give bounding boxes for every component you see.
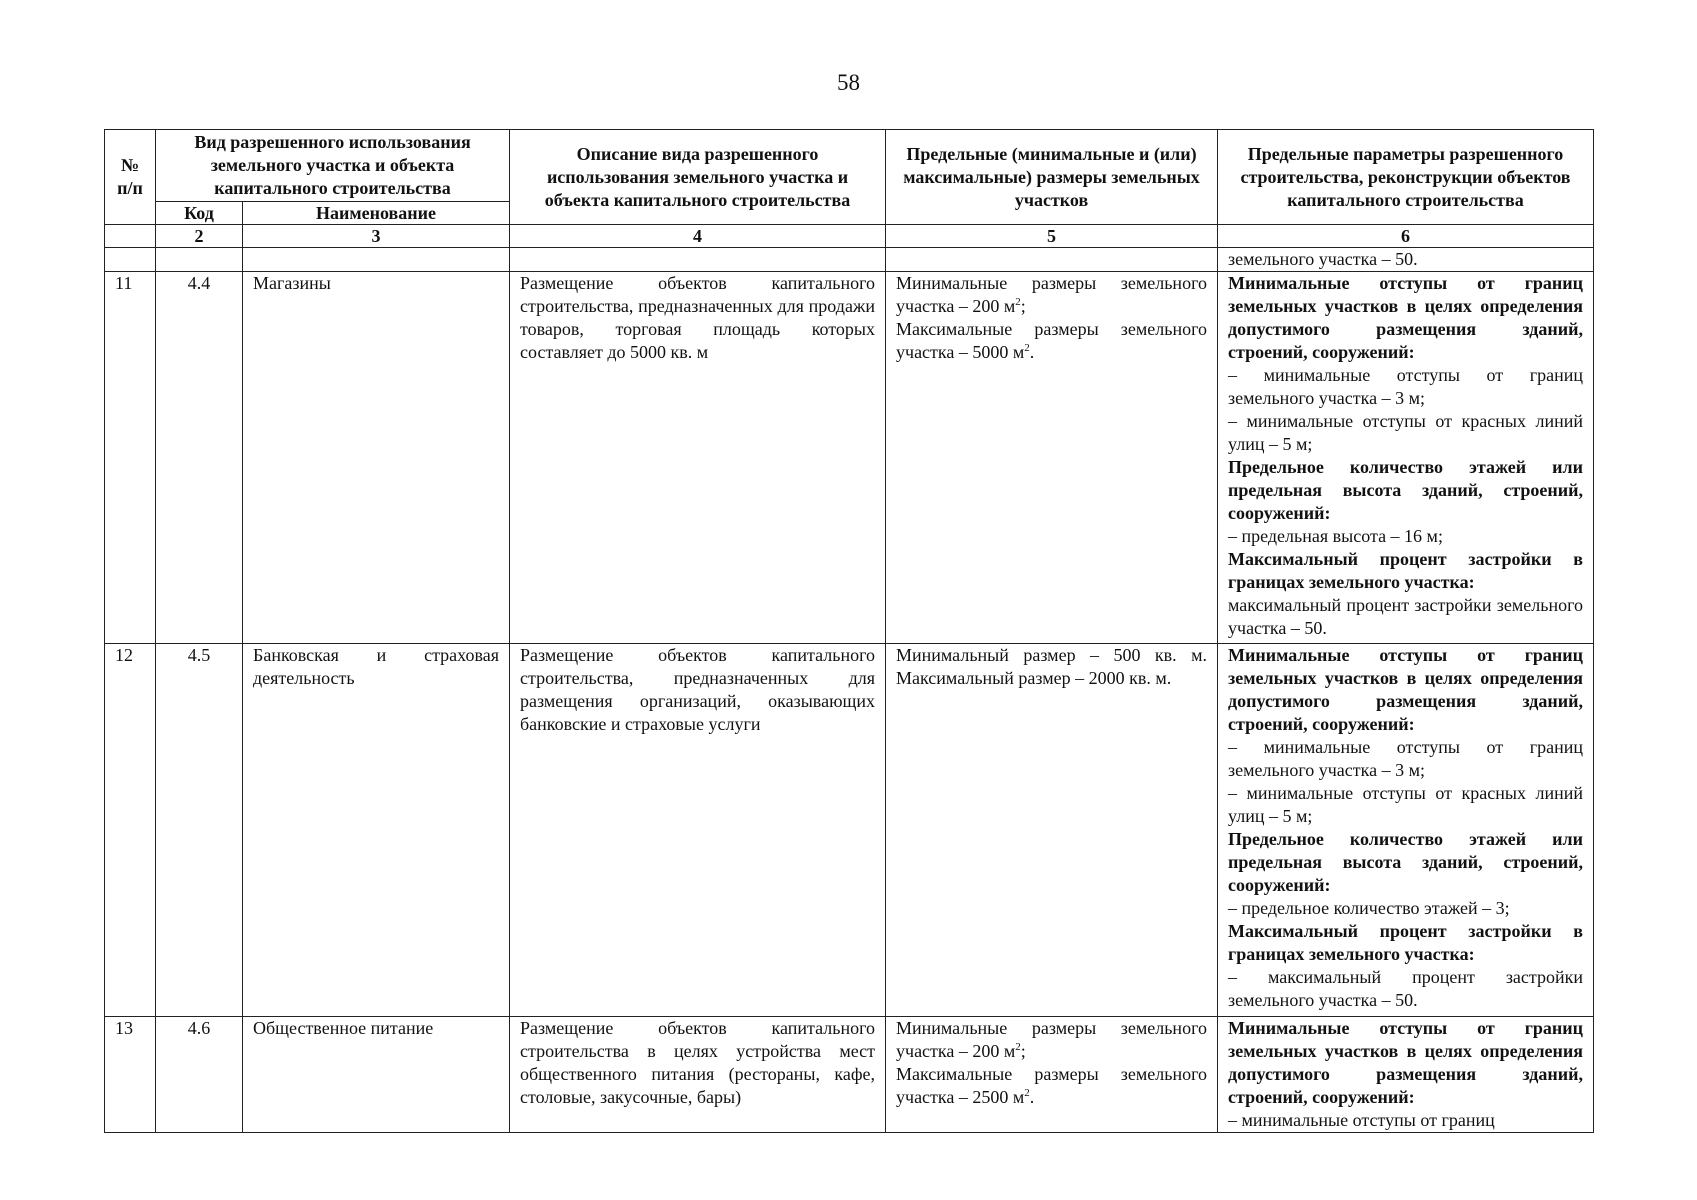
param-line: Максимальный процент застройки в границах земельного участка: [1228, 549, 1584, 592]
sup-squared: 2 [1024, 1087, 1030, 1099]
header-sizes: Предельные (минимальные и (или) максимальные) размеры земельных участков [886, 130, 1218, 225]
size-min: Минимальные размеры земельного участка – 200 м [896, 273, 1208, 316]
header-num: № п/п [105, 130, 156, 225]
row-number: 12 [105, 644, 156, 1017]
header-description: Описание вида разрешенного использования земельного участка и объекта капитального строительства [510, 130, 886, 225]
param-line: Минимальные отступы от границ земельных участков в целях определения допустимого размещения зданий, строений, сооружений: [1228, 645, 1584, 734]
size-min-end: ; [1020, 1041, 1026, 1061]
build-params [1218, 272, 1594, 644]
col-number-5: 5 [886, 225, 1218, 248]
plot-sizes [886, 1017, 1218, 1133]
size-max: Максимальные размеры земельного участка – 5000 м [896, 319, 1208, 362]
param-line: Минимальные отступы от границ земельных участков в целях определения допустимого размещения зданий, строений, сооружений: [1228, 273, 1584, 362]
param-line: – предельная высота – 16 м; [1228, 526, 1443, 546]
build-params [1218, 644, 1594, 1017]
param-line: Предельное количество этажей или предельная высота зданий, строений, сооружений: [1228, 457, 1584, 523]
size-min-end: ; [1020, 296, 1026, 316]
header-name: Наименование [243, 202, 510, 225]
size-max-end: . [1029, 1087, 1035, 1107]
row-number: 11 [105, 272, 156, 644]
col-number-3: 3 [243, 225, 510, 248]
use-name: Общественное питание [243, 1017, 510, 1133]
use-description: Размещение объектов капитального строительства, предназначенных для размещения организаций, оказывающих банковские и страховые услуги [510, 644, 886, 1017]
table-row [105, 1017, 1594, 1133]
build-params [1218, 1017, 1594, 1133]
param-line: – предельное количество этажей – 3; [1228, 898, 1510, 918]
continuation-text: земельного участка – 50. [1218, 248, 1594, 272]
use-name: Банковская и страховая деятельность [243, 644, 510, 1017]
col-number-2: 2 [156, 225, 243, 248]
zoning-table [104, 129, 1594, 1133]
plot-sizes [886, 272, 1218, 644]
use-description: Размещение объектов капитального строительства в целях устройства мест общественного питания (рестораны, кафе, столовые, закусочные, бары) [510, 1017, 886, 1133]
sup-squared: 2 [1024, 342, 1030, 354]
sup-squared: 2 [1015, 296, 1021, 308]
size-min: Минимальные размеры земельного участка – 200 м [896, 1018, 1208, 1061]
plot-sizes: Минимальный размер – 500 кв. м. Максимальный размер – 2000 кв. м. [886, 644, 1218, 1017]
param-line: – минимальные отступы от границ земельного участка – 3 м; [1228, 365, 1584, 408]
param-line: Минимальные отступы от границ земельных участков в целях определения допустимого размещения зданий, строений, сооружений: [1228, 1018, 1584, 1107]
use-description: Размещение объектов капитального строительства, предназначенных для продажи товаров, торговая площадь которых составляет до 5000 кв. м [510, 272, 886, 644]
param-line: Максимальный процент застройки в границах земельного участка: [1228, 921, 1584, 964]
header-code: Код [156, 202, 243, 225]
col-number-1 [105, 225, 156, 248]
param-line: – минимальные отступы от красных линий улиц – 5 м; [1228, 411, 1584, 454]
param-line: максимальный процент застройки земельного участка – 50. [1228, 595, 1584, 638]
sup-squared: 2 [1015, 1041, 1021, 1053]
param-line: – минимальные отступы от красных линий улиц – 5 м; [1228, 783, 1584, 826]
table-row [105, 272, 1594, 644]
param-line: – минимальные отступы от границ земельного участка – 3 м; [1228, 737, 1584, 780]
col-number-4: 4 [510, 225, 886, 248]
param-line: – минимальные отступы от границ [1228, 1110, 1495, 1130]
use-code: 4.6 [156, 1017, 243, 1133]
header-use-type-group: Вид разрешенного использования земельного участка и объекта капитального строительства [156, 130, 510, 202]
size-max-end: . [1029, 342, 1035, 362]
param-line: – максимальный процент застройки земельного участка – 50. [1228, 967, 1584, 1010]
use-code: 4.4 [156, 272, 243, 644]
continuation-row [105, 248, 1594, 272]
param-line: Предельное количество этажей или предельная высота зданий, строений, сооружений: [1228, 829, 1584, 895]
header-params: Предельные параметры разрешенного строительства, реконструкции объектов капитального строительства [1218, 130, 1594, 225]
size-max: Максимальные размеры земельного участка – 2500 м [896, 1064, 1208, 1107]
use-name: Магазины [243, 272, 510, 644]
page-number: 58 [837, 70, 860, 95]
table-row [105, 644, 1594, 1017]
use-code: 4.5 [156, 644, 243, 1017]
col-number-6: 6 [1218, 225, 1594, 248]
row-number: 13 [105, 1017, 156, 1133]
